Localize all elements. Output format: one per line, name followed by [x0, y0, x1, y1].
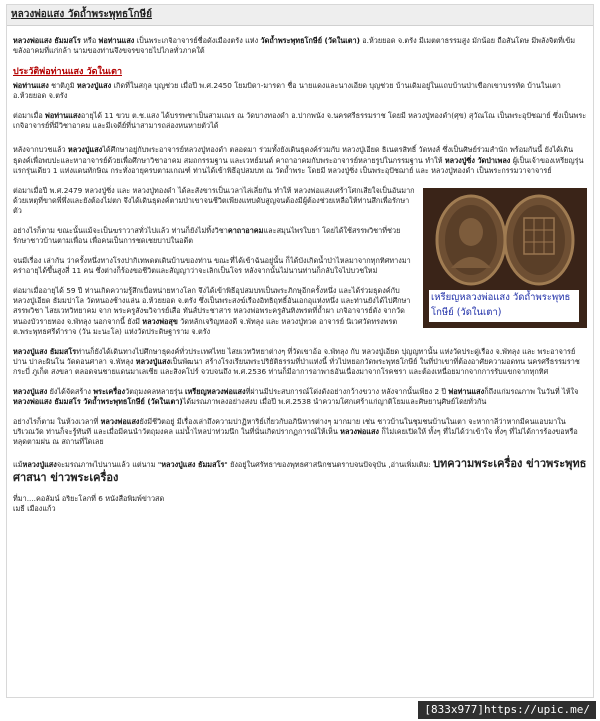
story-p10-bold-1: หลวงพ่อแสง: [100, 416, 140, 426]
intro-text-2: เป็นพระเกจิอาจารย์ชื่อดังเมืองตรัง แห่ง: [134, 36, 261, 45]
photo-caption-line-2: โกษีย์ (วัดในเตา): [431, 306, 502, 318]
history-p1-label: พ่อท่านแสง: [13, 80, 49, 90]
story-p3-text-1: หลังจากบวชแล้ว: [13, 145, 68, 155]
story-p6-text: จนมีเรื่อง เล่ากัน ว่าครั้งหนึ่งทางโรงปากิเทพดตเดินบ้านของท่าน ขณะที่ได้เข้าฉันอยู่นั้น ก็ได้บังเกิดน้ำป่าไหลมาจากทุกทิศทางมาคร่าอายุได้ขึ้นสูงสี่ 11 คน ซึ่งต่างก็ร้องขอชีวิตและสัญญาว่าจะเลิกเป็นโจร หลังจากนั้นไม่นานท่านก็กลับใจไปบวชใหม่: [13, 255, 411, 276]
story-p9-bold-5: หลวงพ่อแสง ธัมมสโร วัดถ้ำพระพุทธโกษีย์ (วัดในเตา): [13, 397, 183, 407]
story-p9-bold-4: พ่อท่านแสง: [448, 386, 485, 396]
intro-text-1: หรือ: [80, 36, 99, 45]
story-paragraph-10: [13, 417, 587, 448]
upic-watermark: [833x977]https://upic.me/: [418, 701, 596, 719]
history-paragraph-1: [13, 81, 587, 102]
story-p10-bold-2: หลวงพ่อแสง: [340, 426, 379, 436]
story-p8-text-2: ท่านก็ยังได้เดินทางไปศึกษาธุดงค์ทั่วประเทศไทย ไสยเวทวิทยาต่างๆ ที่วัดเขาอ้อ จ.พัทลุง กับ หลวงปู่เอียด ปุญญทานั้น แห่งวัดประดู่เรือง จ.พัทลุง และ พระอาจารย์ปาน ปาละผินโน วัดดอนศาลา จ.พัทลุง: [13, 346, 576, 366]
intro-temple: วัดถ้ำพระพุทธโกษีย์ (วัดในเตา): [260, 36, 360, 45]
closing-text-3: " ยังอยู่ในศรัทธาของพุทธศาสนิกชนตราบจนปัจจุบัน ,อ่านเพิ่มเติม:: [224, 459, 434, 469]
story-p8-bold-1: หลวงปู่แสง ธัมมสโร: [13, 346, 77, 356]
story-p9-text-2: ยังได้จัดสร้าง: [47, 386, 94, 396]
closing-text-2: จะมรณภาพไปนานแล้ว แต่นาม ": [56, 459, 162, 469]
related-articles-link[interactable]: บทความพระเครื่อง ข่าวพระพุทธศาสนา ข่าวพระเครื่อง: [13, 456, 587, 484]
intro-nickname: พ่อท่านแสง: [98, 36, 135, 45]
page-title-bar: [7, 5, 593, 26]
amulet-coins-image: [423, 188, 587, 288]
story-paragraph-9: [13, 387, 587, 408]
history-paragraph-2: [13, 111, 587, 132]
history-p2-text-1: ต่อมาเมื่อ: [13, 110, 46, 120]
story-p7-bold: หลวงพ่อสุข: [142, 316, 178, 326]
intro-text-3: อ.ห้วยยอด จ.ตรัง มีเมตตาธรรมสูง มักน้อย ถือสันโดษ มีพลังจิตที่เข้มขลังอาคมที่แก่กล้า นามของท่านจึงขจรขจายไปไกลทั่วภาคใต้: [13, 36, 576, 56]
photo-caption-line-1: เหรียญหลวงพ่อแสง วัดถ้ำพระพุทธ: [431, 291, 571, 303]
amulet-photo: [423, 188, 587, 328]
story-p10-text-3: ก็ไม่เคยเปิดให้ ทั้งๆ ที่ไม่ได้ว่าเข้าใจ ทั้งๆ ที่ไม่ได้การร้องขอหรือหลุดตามผ่น ณ สถานที่ใดเลย: [13, 426, 578, 447]
story-p4-text: ต่อมาเมื่อปี พ.ศ.2479 หลวงปู่ซิ่ง และ หลวงปู่ทองดำ ได้ละสังขารเป็นเวลาไล่เลี่ยกัน ทำให้ หลวงพ่อแสงเศร้าโศกเสียใจเป็นอันมาก ด้วยเหตุที่ขาดพี่พึ่งและยังต้องไม่ตก จึงได้เดินธุดงค์ตามป่าเขาจนชีวิตเพียงแทบดับสูญจนต้องมีผู้ต้องช่วยเหลือให้ท่านสึกเพื่อรักษาตัว: [13, 185, 415, 216]
history-p1-name: หลวงปู่แสง: [76, 80, 112, 90]
story-p9-text-5: ก็ถึงแก่มรณภาพ ในวันที่ ไห้ใจ: [484, 386, 579, 396]
story-p7-text-1: ต่อมาเมื่ออายุได้ 59 ปี ท่านเกิดความรู้สึกเบื่อหน่ายทางโลก จึงได้เข้าพิธีอุปสมบทเป็นพระภิกษุอีกครั้งหนึ่ง และได้ร่วมธุดงค์กับหลวงปู่เอียด ธัมมปาโล วัดหนองช้างแล่น อ.ห้วยยอด จ.ตรัง ซึ่งเป็นพระสงฆ์เรืองอิทธิฤทธิ์อันเอกอุแห่งหนึ่ง และท่านยังได้ไปศึกษาสรรพวิชา ไสยเวทวิทยาคม จาก พระครูสังฆวิจารย์เสือ ทันส์ประชาสาร หลวงพ่อพระครูสันทิงพรตที่ถ้ำผา เกจิอาจารย์ดัง จากวัดหนองบัวรายทอง จ.พัทลุง นอกจากนี้ ยังมี: [13, 285, 411, 326]
history-p2-text-2: อายุได้ 11 ขวบ ต.ช.แสง ได้บรรพชาเป็นสามเณร ณ วัดบางทองดำ อ.ปากพนัง จ.นครศรีธรรมราช โดยมี หลวงปู่ทองดำ(ศุข) สุวัณโณ เป็นพระอุปัชฌาย์ ซึ่งเป็นพระเกจิอาจารย์ที่มีวิชาอาคม และมีเจดีย์ที่น่าสามารถล่องหนหายตัวได้: [13, 110, 587, 131]
story-p9-text-3: วัตถุมงคลหลายรุ่น: [125, 386, 185, 396]
story-paragraph-3: [13, 145, 587, 176]
story-p9-bold-3: เหรียญหลวงพ่อแสง: [185, 386, 246, 396]
article-body: [7, 26, 593, 519]
author-name: เมธี เมืองแก้ว: [13, 504, 56, 514]
closing-bold-1: หลวงปู่แสง: [22, 459, 57, 469]
history-p1-text-2: เกิดที่ในสกุล บุญช่วย เมื่อปี พ.ศ.2450 โยมบิดา-มารดา ชื่อ นายแดงและนางเอียด บุญช่วย บ้านเดิมอยู่ในแถบบ้านป่าเขือกเขาบรรทัด บ้านในเตา อ.ห้วยยอด จ.ตรัง: [13, 80, 561, 101]
story-p3-text-3: ผู้เป็นเจ้าของเหรียญรุ่นแรกรุ่นเดียว 1 แห่งแดนทักษิณ กระทั่งอายุครบตามเกณฑ์ ท่านได้เข้าพิธีอุปสมบท ณ วัดถ้ำพระ โดยมี หลวงปู่ซิ่ง เป็นพระอุปัชฌาย์ และ หลวงปู่ทองดำ เป็นพระกรรมวาจาจารย์: [13, 155, 584, 176]
document-page: [6, 4, 594, 698]
story-p10-text-2: ยังมีชีวิตอยู่ มีเรื่องเล่าถึงความปาฏิหาริย์เกี่ยวกับอภินิหารต่างๆ มากมาย เช่น ชาวบ้านในชุมชนบ้านในเตา จะหากาลีว่าหากมีคนแอบมาในบริเวณวัด ท่านก็จะรู้ทันที และเมื่อมีคนนำวัตถุมงคล แม่น้ำไหลบ่าท่วมนึก ในที่นั่นเกิดปรากฏการณ์ให้เห็น: [13, 416, 566, 436]
page-title: หลวงพ่อแสง วัดถ้ำพระพุทธโกษีย์: [11, 9, 153, 20]
source-credit: [13, 494, 587, 515]
story-p8-bold-2: หลวงปู่แสง: [135, 356, 171, 366]
story-p3-text-2: ได้ศึกษาอยู่กับพระอาจารย์หลวงปู่ทองดำ ตลอดมา ร่วมทั้งยังเดินธุดงค์ร่วมกับ หลวงปู่เอียด ธิเนตรสิทธิ์ วัดหงส์ ซึ่งเป็นศิษย์ร่วมสำนัก พร้อมกันนี้ ยังได้เดินธุดงค์เพื่อพบปะและหาอาจารย์ด้วยเพื่อศึกษาวิชาอาคม สมถกรรมฐาน และเวทย์มนต์ คาถาอาคมกับพระอาจารย์หลายรูปในกรรมฐาน ทำให้: [13, 145, 574, 165]
history-heading: ประวัติพ่อท่านแสง วัดในเตา: [13, 66, 122, 77]
story-p5-bold: คาถาอาคม: [227, 225, 264, 235]
story-p9-text-4: ที่ผ่านมีประสบการณ์โด่งดังอย่างกว้างขวาง หลังจากนั้นเพียง 2 ปี: [245, 386, 449, 396]
closing-bold-2: หลวงปู่แสง ธัมมสโร: [161, 459, 225, 469]
story-p5-text-2: และสมุนไพรใบยา โดยได้ใช้สรรพวิชาที่ช่วยรักษาชาวบ้านตามเพื่อน เพื่อคนเป็นการชดเชยบาปในอดีต: [13, 225, 401, 246]
photo-caption: [429, 290, 579, 322]
story-p10-text-1: อย่างไรก็ตาม ในห้วงเวลาที่: [13, 416, 101, 426]
story-p9-bold-1: หลวงปู่แสง: [13, 386, 48, 396]
story-p5-text-1: อย่างไรก็ตาม ขณะนั้นแม้จะเป็นฆราวาสทั่วไปแล้ว ท่านก็ยังไม่ทิ้งวิชา: [13, 225, 228, 235]
intro-paragraph: [13, 36, 587, 57]
story-p8-text-3: เป็นพัฒนา สร้างโรงเรียนพระปริยัติธรรมที่ป่าแห่งนี้ ทั่วไปหยอกวัดพระพุทธโกษีย์ ในที่ป่าเขาที่ต้องอาศัยความอดทน นครศรีธรรมราช กระบี่ ภูเก็ต สงขลา ตลอดจนชายแดนมาเลเซีย และสิงคโปร์ จวบจนถึง พ.ศ.2536 ท่านก็มีอาการอาพาธอันเนื่องมาจากโรคชรา และต้องเหนื่อยมากจากการรับแขกจากทุกทิศ: [13, 356, 580, 377]
closing-text-1: แม้: [13, 459, 23, 469]
story-paragraph-8: [13, 347, 587, 378]
source-line: ที่มา....คอลัมน์ อริยะโลกที่ 6 หนังสือพิมพ์ข่าวสด: [13, 493, 165, 503]
story-p3-bold-1: หลวงปู่แสง: [67, 145, 103, 155]
closing-paragraph: [13, 457, 587, 485]
story-p9-text-6: ได้มรณภาพลงอย่างสงบ เมื่อปี พ.ศ.2538 นำความโศกเศร้าแก่ญาติโยมและศิษยานุศิษย์โดยทั่วกัน: [182, 397, 487, 407]
story-p3-bold-2: หลวงปู่ซิ่ง วัดป่าเพลง: [444, 155, 511, 165]
history-p1-text-1: ชาติภูมิ: [48, 80, 77, 90]
story-p9-bold-2: พระเครื่อง: [93, 386, 126, 396]
intro-name: หลวงพ่อแสง ธัมมสโร: [13, 36, 81, 45]
story-p7-text-2: วัดหลักเจริญทองดี จ.พัทลุง และ หลวงปู่ทวด อาจารย์ นิเวศวัดทรงพรต ต.พระพุทธศรีดำราจ (วัน มะนะโล) แห่งวัดประดิษฐาราม จ.ตรัง: [13, 316, 398, 337]
history-p2-bold: พ่อท่านแสง: [45, 110, 81, 120]
